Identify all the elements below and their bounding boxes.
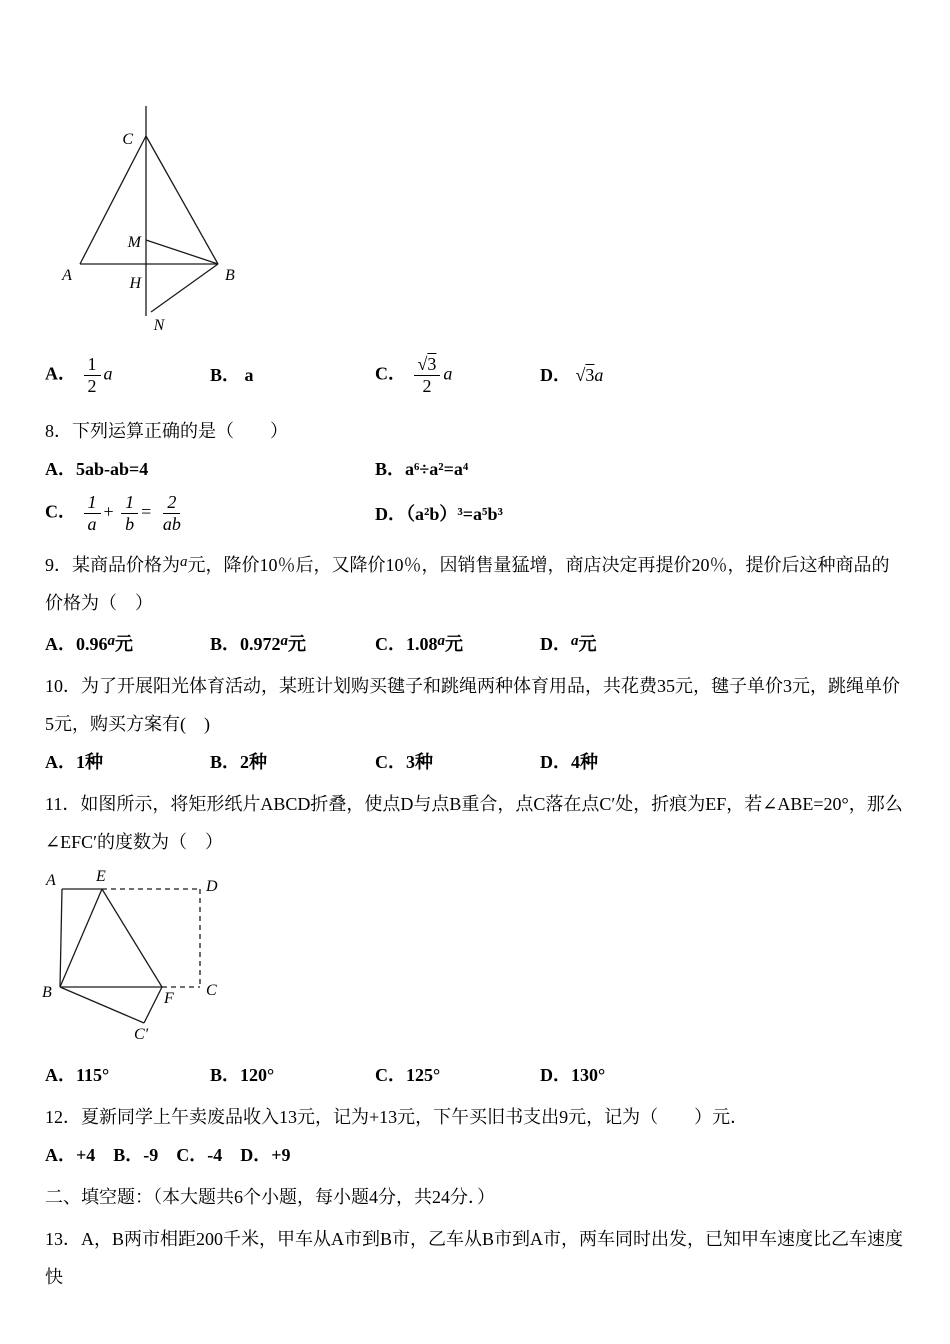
figure1-labels [61,131,235,334]
fraction-1-over-a: $\frac{1}{a}$ [84,492,101,534]
figure2-svg [40,867,265,1047]
question-12-options [45,1136,905,1174]
question-11-options [45,1056,905,1094]
option-b-text: B．0.972 [210,633,281,654]
question-12-stem: 12．夏新同学上午卖废品收入13元，记为+13元，下午买旧书支出9元，记为（ ）元． [45,1106,749,1127]
option-b: B．a⁶÷a²=a⁴ [375,459,469,480]
variable-a: a [103,363,113,384]
option-b-letter: B． [210,365,241,386]
variable-a: a [443,363,453,384]
option-d [540,622,597,663]
option-c: C．3种 [375,751,433,772]
geometry-figure-triangle [55,100,905,340]
variable-a: a [180,553,188,570]
point-label-c: C [122,131,133,148]
option-d: D．130° [540,1064,606,1085]
variable-a: a [280,632,289,649]
question-12-options-text: A．+4 B．-9 C．-4 D．+9 [45,1144,291,1165]
option-d-text: D． [540,633,571,654]
sqrt-sign: √ [575,365,586,386]
figure1-lines [80,106,218,316]
option-b [210,356,375,394]
question-10-options [45,743,905,781]
point-label-b: B [42,983,52,1001]
sqrt-3a [576,365,604,385]
question-8-options-row2 [45,492,905,534]
figure2-dashed-lines [102,889,200,987]
variable-a: a [107,632,115,649]
variable-a: a [437,632,445,649]
option-c-letter: C． [45,501,76,522]
fraction-sqrt3-over-2: $\frac{√3}{2}$ [414,354,441,396]
option-b-unit: 元 [288,633,307,654]
option-a [45,354,210,396]
option-a: A．115° [45,1064,110,1085]
point-label-e: E [96,867,106,885]
option-a [45,622,210,663]
sqrt-sign: √ [417,354,428,374]
option-d: D．（a²b）³=a⁵b³ [375,503,503,524]
fraction-1-over-b: $\frac{1}{b}$ [121,492,138,534]
option-c [45,492,375,534]
option-a: A．5ab-ab=4 [45,459,149,480]
section-2-header: 二、填空题：（本大题共6个小题，每小题4分，共24分．） [45,1186,495,1207]
question-9-options [45,622,905,663]
fraction-2-over-ab: $\frac{2}{ab}$ [162,492,181,535]
option-a: A．1种 [45,751,103,772]
question-8-options-row1 [45,450,905,488]
point-label-h: H [129,275,141,292]
option-d-unit: 元 [578,633,597,654]
option-c [375,622,540,663]
option-c [375,354,540,396]
option-d [540,356,603,394]
option-b-value: a [244,365,254,386]
option-a-text: A．0.96 [45,633,108,654]
option-b [210,622,375,663]
point-label-f: F [164,989,174,1007]
fraction-one-half: $\frac{1}{2}$ [84,354,101,396]
option-c: C．125° [375,1064,441,1085]
point-label-b: B [225,267,235,284]
radicand: 3 [585,365,595,386]
geometry-figure-folded-rectangle [40,867,905,1052]
point-label-d: D [206,877,218,895]
option-d: D．4种 [540,751,598,772]
option-b: B．2种 [210,751,268,772]
equals-sign: = [141,501,152,522]
figure1-svg [55,100,290,335]
option-c-text: C．1.08 [375,633,438,654]
question-8-stem: 8．下列运算正确的是（ ） [45,421,288,442]
figure2-solid-lines [60,889,162,1023]
question-13-stem: 13．A，B两市相距200千米，甲车从A市到B市，乙车从B市到A市，两车同时出发，已知甲车速度比乙车速度快 [45,1228,904,1287]
question-7-options [45,354,905,396]
variable-a: a [594,365,604,386]
point-label-m: M [127,234,141,251]
point-label-c: C [206,981,217,999]
question-11-stem: 11．如图所示，将矩形纸片ABCD折叠，使点D与点B重合，点C落在点C′处，折痕为EF，若∠ABE=20°，那么∠EFC′的度数为（ ） [45,793,903,852]
option-c-unit: 元 [445,633,463,654]
option-d-letter: D． [540,365,571,386]
option-a-letter: A． [45,363,76,384]
point-label-a: A [62,267,72,284]
question-10-stem: 10．为了开展阳光体育活动，某班计划购买毽子和跳绳两种体育用品，共花费35元，毽子单价3元，跳绳单价5元，购买方案有( ) [45,675,900,734]
question-9-stem [45,543,905,622]
plus-sign: + [103,501,114,522]
q9-stem-text-1: 9．某商品价格为 [45,554,180,575]
option-c-letter: C． [375,363,406,384]
q9-stem-text-2: 元，降价10％后，又降价10％，因销售量猛增，商店决定再提价20％，提价后这种商品的价格为（ ） [45,554,890,613]
point-label-n: N [153,317,165,334]
option-a-unit: 元 [115,633,133,654]
variable-a: a [571,632,579,649]
point-label-c-prime: C′ [134,1025,149,1043]
option-b: B．120° [210,1064,275,1085]
radicand: 3 [427,354,437,374]
point-label-a: A [46,871,56,889]
